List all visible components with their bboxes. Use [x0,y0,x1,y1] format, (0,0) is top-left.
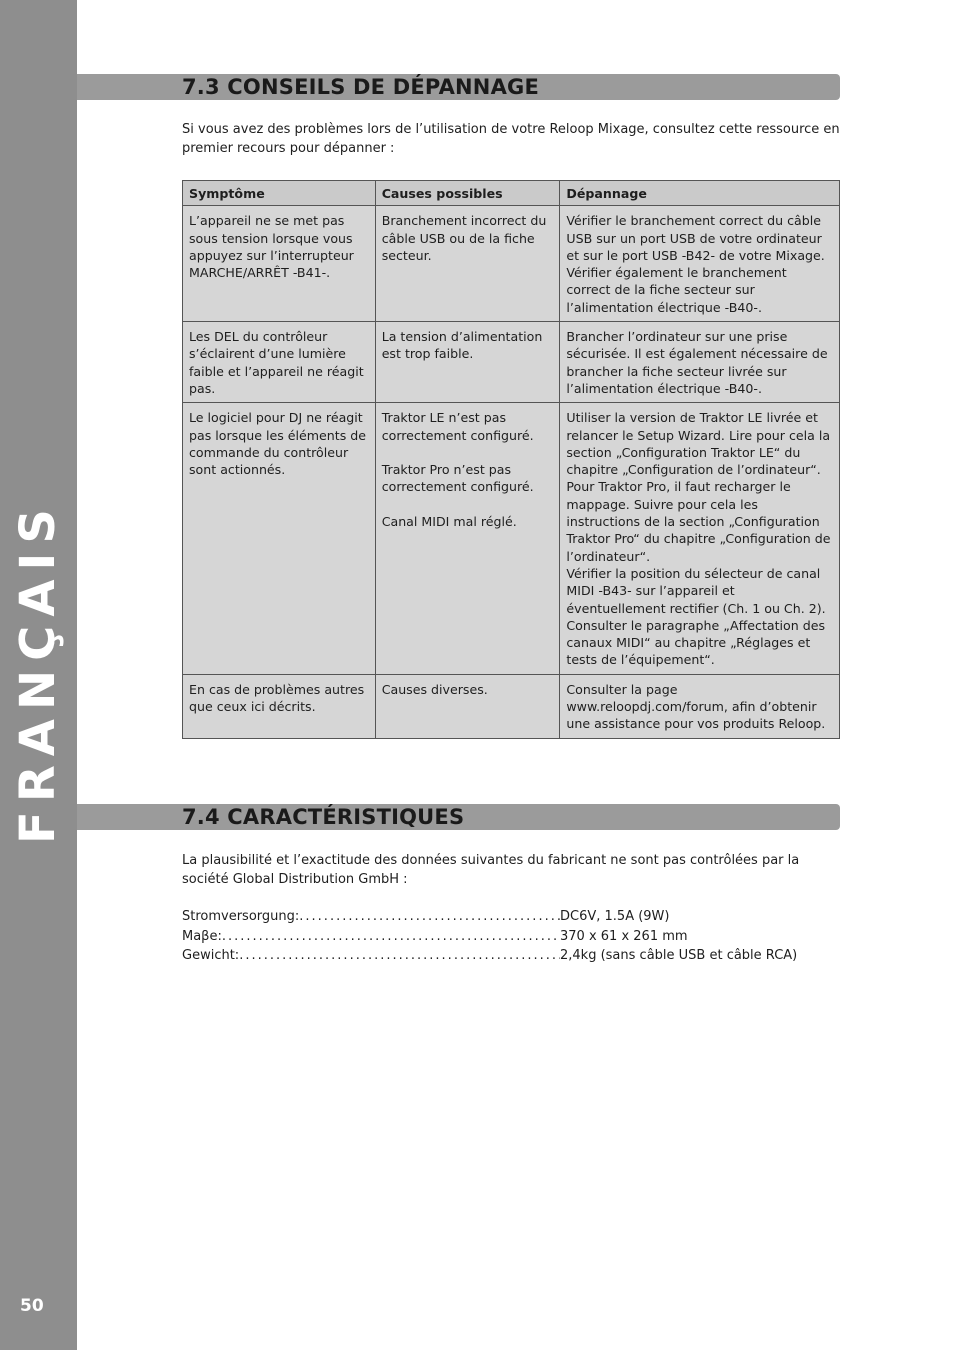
spec-label: Gewicht: [182,948,240,963]
symptom-cell: L’appareil ne se met pas sous tension lorsque vous appuyez sur l’interrupteur MARCHE/ARRÊT -B41-. [183,206,376,322]
spec-value: DC6V, 1.5A (9W) [560,909,670,924]
troubleshooting-intro: Si vous avez des problèmes lors de l’utilisation de votre Reloop Mixage, consultez cette ressource en premier recours pour dépanner : [182,122,840,156]
table-row [183,674,840,738]
causes-cell: Traktor LE n’est pas correctement configuré. Traktor Pro n’est pas correctement configuré. Canal MIDI mal réglé. [375,403,560,674]
spec-row-weight [182,946,840,966]
column-header-causes: Causes possibles [375,181,560,206]
spec-value: 370 x 61 x 261 mm [560,928,688,944]
specs-intro: La plausibilité et l’exactitude des données suivantes du fabricant ne sont pas contrôlées par la société Global Distribution GmbH : [182,853,800,887]
leader-dots [299,907,560,927]
language-label: FRANÇAIS [10,500,66,844]
language-sidebar [0,0,77,1350]
table-row [183,322,840,403]
table-row [183,403,840,674]
causes-cell: Branchement incorrect du câble USB ou de la fiche secteur. [375,206,560,322]
solution-cell: Brancher l’ordinateur sur une prise sécurisée. Il est également nécessaire de brancher la fiche secteur livrée sur l’alimentation électrique -B40-. [560,322,840,403]
spec-row-dimensions [182,927,840,947]
solution-cell: Consulter la page www.reloopdj.com/forum, afin d’obtenir une assistance pour vos produits Reloop. [560,674,840,738]
causes-cell: Causes diverses. [375,674,560,738]
column-header-symptom: Symptôme [183,181,376,206]
solution-cell: Utiliser la version de Traktor LE livrée et relancer le Setup Wizard. Lire pour cela la section „Configuration Traktor LE“ du chapitre „Configuration de l’ordinateur“. Pour Traktor Pro, il faut recharger le mappage. Suivre pour cela les instructions de la section „Configuration Traktor Pro“ du chapitre „Configuration de l’ordinateur“. Vérifier la position du sélecteur de canal MIDI -B43- sur l’appareil et éventuellement rectifier (Ch. 1 ou Ch. 2). Consulter le paragraphe „Affectation des canaux MIDI“ au chapitre „Réglages et tests de l’équipement“. [560,403,840,674]
column-header-solution: Dépannage [560,181,840,206]
specs-list [182,907,840,966]
spec-value: 2,4kg (sans câble USB et câble RCA) [560,948,798,963]
troubleshooting-table [182,180,840,739]
solution-cell: Vérifier le branchement correct du câble USB sur un port USB de votre ordinateur et sur le port USB -B42- de votre Mixage. Vérifier également le branchement correct de la fiche secteur sur l’alimentation électrique -B40-. [560,206,840,322]
section-title-troubleshooting: 7.3 CONSEILS DE DÉPANNAGE [182,75,540,99]
leader-dots [222,927,560,947]
page-number: 50 [20,1296,44,1316]
symptom-cell: Le logiciel pour DJ ne réagit pas lorsque les éléments de commande du contrôleur sont actionnés. [183,403,376,674]
causes-cell: La tension d’alimentation est trop faible. [375,322,560,403]
spec-label: Maβe: [182,928,222,944]
leader-dots [239,946,560,966]
section-title-specs: 7.4 CARACTÉRISTIQUES [182,805,465,829]
table-row [183,206,840,322]
symptom-cell: En cas de problèmes autres que ceux ici décrits. [183,674,376,738]
spec-row-power [182,907,840,927]
table-header-row [183,181,840,206]
spec-label: Stromversorgung: [182,909,300,924]
symptom-cell: Les DEL du contrôleur s’éclairent d’une lumière faible et l’appareil ne réagit pas. [183,322,376,403]
